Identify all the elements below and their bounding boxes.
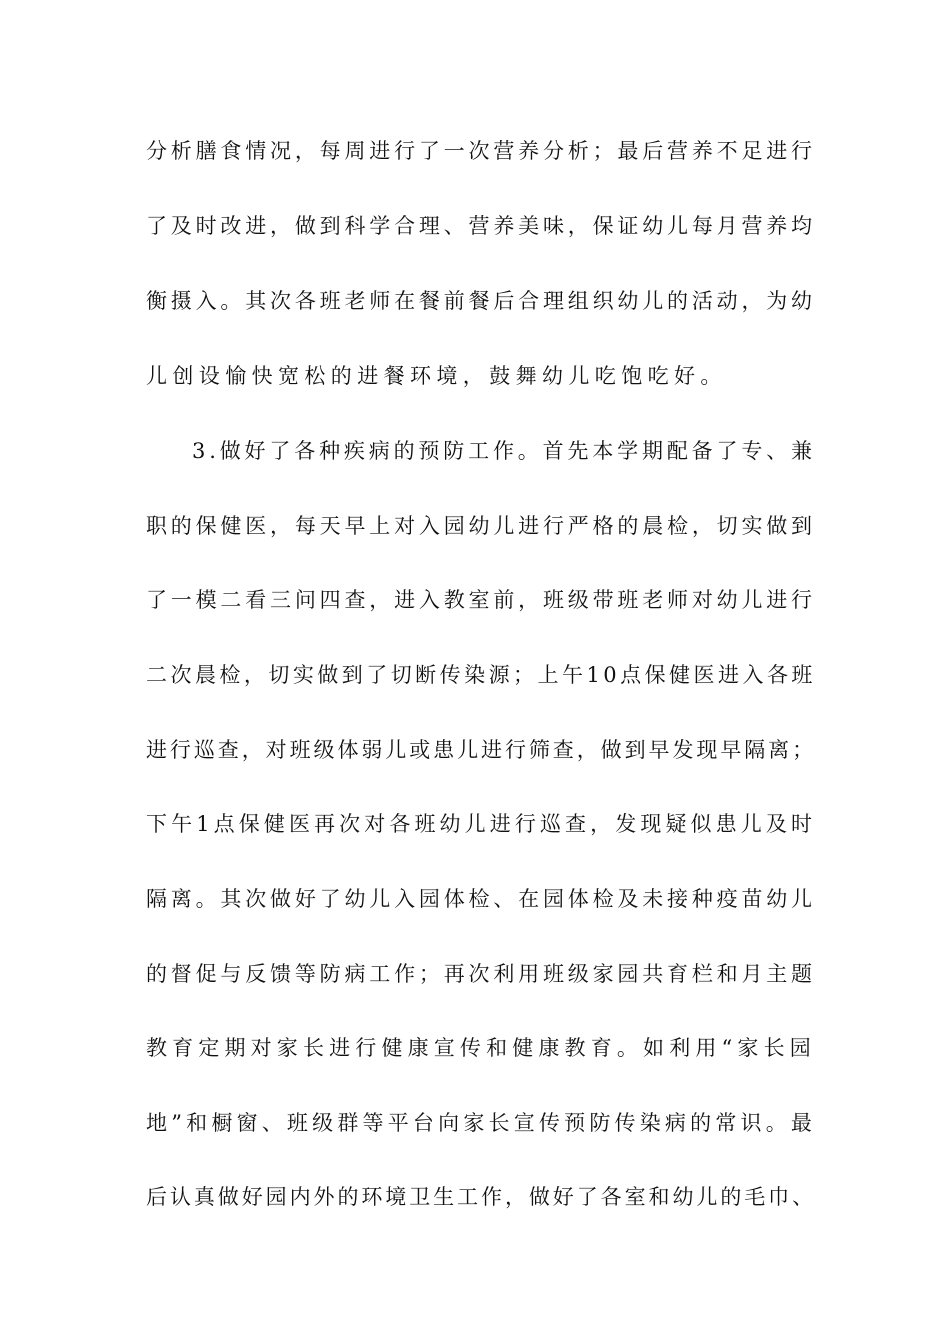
text-line: 二次晨检，切实做到了切断传染源；上午10点保健医进入各班 <box>146 663 816 687</box>
text-line: 下午1点保健医再次对各班幼儿进行巡查，发现疑似患儿及时 <box>146 812 817 836</box>
text-line: 地”和橱窗、班级群等平台向家长宣传预防传染病的常识。最 <box>146 1111 817 1135</box>
text-line: 分析膳食情况，每周进行了一次营养分析；最后营养不足进行 <box>146 139 816 163</box>
text-line: 了及时改进，做到科学合理、营养美味，保证幼儿每月营养均 <box>146 214 816 238</box>
text-line: 职的保健医，每天早上对入园幼儿进行严格的晨检，切实做到 <box>146 514 816 538</box>
text-line: 衡摄入。其次各班老师在餐前餐后合理组织幼儿的活动，为幼 <box>146 289 816 313</box>
text-line: 进行巡查，对班级体弱儿或患儿进行筛查，做到早发现早隔离； <box>146 738 817 762</box>
paragraph-first-line: 3.做好了各种疾病的预防工作。首先本学期配备了专、兼 <box>192 439 816 463</box>
text-line: 儿创设愉快宽松的进餐环境，鼓舞幼儿吃饱吃好。 <box>146 364 727 388</box>
text-line: 了一模二看三问四查，进入教室前，班级带班老师对幼儿进行 <box>146 588 816 612</box>
text-line: 隔离。其次做好了幼儿入园体检、在园体检及未接种疫苗幼儿 <box>146 887 816 911</box>
text-line: 后认真做好园内外的环境卫生工作，做好了各室和幼儿的毛巾、 <box>146 1185 817 1209</box>
text-line: 的督促与反馈等防病工作；再次利用班级家园共育栏和月主题 <box>146 962 816 986</box>
text-line: 教育定期对家长进行健康宣传和健康教育。如利用“家长园 <box>146 1036 816 1060</box>
